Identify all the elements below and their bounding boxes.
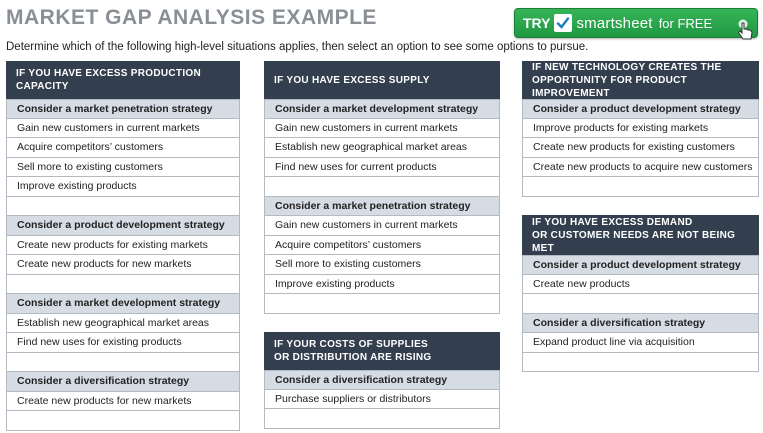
panel-excess-demand (522, 215, 759, 372)
option-row[interactable]: Improve existing products (6, 177, 240, 197)
panel-header-text: IF NEW TECHNOLOGY CREATES THE OPPORTUNITY FOR PRODUCT IMPROVEMENT (532, 61, 722, 99)
panel-header-text: IF YOU HAVE EXCESS DEMAND OR CUSTOMER NEEDS ARE NOT BEING MET (532, 216, 736, 254)
option-row[interactable]: Expand product line via acquisition (522, 333, 759, 353)
option-row[interactable]: Establish new geographical market areas (6, 314, 240, 334)
option-row[interactable]: Create new products for new markets (6, 392, 240, 412)
checkmark-icon (554, 14, 572, 32)
option-row[interactable]: Create new products for new markets (6, 255, 240, 275)
panel-header-text: IF YOUR COSTS OF SUPPLIES OR DISTRIBUTION ARE RISING (274, 339, 432, 363)
page-title: MARKET GAP ANALYSIS EXAMPLE (6, 6, 377, 29)
panel-rising-costs (264, 332, 500, 429)
empty-row (6, 411, 240, 431)
strategy-heading-row: Consider a product development strategy (6, 216, 240, 236)
cta-brand-label: smartsheet (576, 14, 653, 32)
panel-new-technology (522, 61, 759, 197)
panel-header (522, 61, 759, 99)
panel-header (522, 215, 759, 255)
empty-row (264, 294, 500, 314)
option-row[interactable]: Sell more to existing customers (264, 255, 500, 275)
option-row[interactable]: Improve existing products (264, 275, 500, 295)
panel-header (6, 61, 240, 99)
option-row[interactable]: Create new products to acquire new customers (522, 158, 759, 178)
strategy-heading-row: Consider a product development strategy (522, 99, 759, 119)
page-subtitle: Determine which of the following high-level situations applies, then select an option to see some options to pursue. (6, 41, 589, 53)
panel-header-text: IF YOU HAVE EXCESS PRODUCTION CAPACITY (16, 68, 202, 92)
option-row[interactable]: Acquire competitors’ customers (264, 236, 500, 256)
cta-free-label: for FREE (658, 15, 713, 31)
pointer-hand-icon (737, 19, 755, 44)
empty-row (6, 197, 240, 217)
cta-try-label: TRY (523, 15, 551, 31)
empty-row (6, 275, 240, 295)
strategy-heading-row: Consider a diversification strategy (264, 370, 500, 390)
strategy-heading-row: Consider a diversification strategy (522, 314, 759, 334)
option-row[interactable]: Create new products (522, 275, 759, 295)
strategy-heading-row: Consider a market development strategy (264, 99, 500, 119)
option-row[interactable]: Gain new customers in current markets (6, 119, 240, 139)
empty-row (522, 294, 759, 314)
option-row[interactable]: Gain new customers in current markets (264, 119, 500, 139)
strategy-heading-row: Consider a product development strategy (522, 255, 759, 275)
strategy-heading-row: Consider a market development strategy (6, 294, 240, 314)
option-row[interactable]: Create new products for existing customers (522, 138, 759, 158)
panel-excess-supply (264, 61, 500, 314)
option-row[interactable]: Purchase suppliers or distributors (264, 390, 500, 410)
option-row[interactable]: Find new uses for current products (264, 158, 500, 178)
option-row[interactable]: Create new products for existing markets (6, 236, 240, 256)
option-row[interactable]: Gain new customers in current markets (264, 216, 500, 236)
option-row[interactable]: Improve products for existing markets (522, 119, 759, 139)
strategy-heading-row: Consider a diversification strategy (6, 372, 240, 392)
empty-row (522, 177, 759, 197)
option-row[interactable]: Establish new geographical market areas (264, 138, 500, 158)
strategy-heading-row: Consider a market penetration strategy (264, 197, 500, 217)
option-row[interactable]: Find new uses for existing products (6, 333, 240, 353)
try-smartsheet-button[interactable] (514, 8, 758, 38)
option-row[interactable]: Sell more to existing customers (6, 158, 240, 178)
empty-row (6, 353, 240, 373)
panel-excess-production-capacity (6, 61, 240, 431)
panel-header-text: IF YOU HAVE EXCESS SUPPLY (274, 74, 430, 86)
empty-row (264, 409, 500, 429)
option-row[interactable]: Acquire competitors’ customers (6, 138, 240, 158)
empty-row (522, 353, 759, 373)
empty-row (264, 177, 500, 197)
panel-header (264, 61, 500, 99)
strategy-heading-row: Consider a market penetration strategy (6, 99, 240, 119)
panel-header (264, 332, 500, 370)
